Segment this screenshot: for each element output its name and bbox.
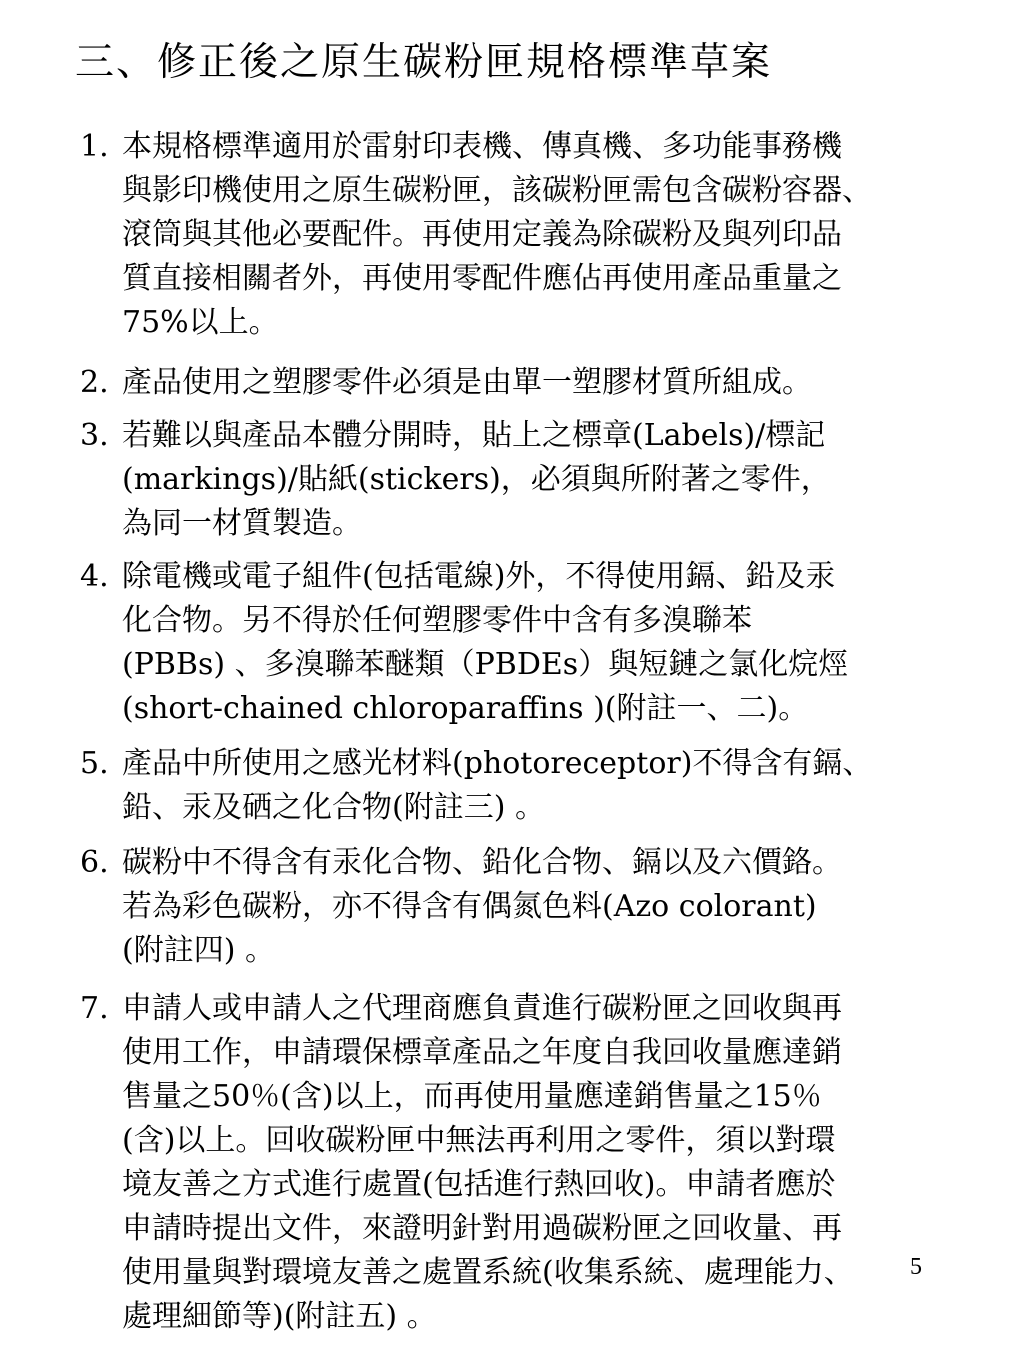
list-item-4: [80, 555, 995, 731]
text-line: (附註四) 。: [122, 933, 275, 968]
item-text: [122, 555, 995, 731]
text-line: 售量之50％(含)以上，而再使用量應達銷售量之15％: [122, 1079, 822, 1114]
list-item-5: [80, 742, 995, 830]
page-number: 5: [910, 1254, 922, 1280]
item-text: [122, 414, 995, 546]
text-line: 產品中所使用之感光材料(photoreceptor)不得含有鎘、: [122, 746, 873, 781]
list-item-6: [80, 841, 995, 973]
item-number: 3.: [80, 418, 109, 453]
item-number: 2.: [80, 365, 109, 400]
text-line: 境友善之方式進行處置(包括進行熱回收)。申請者應於: [122, 1167, 836, 1202]
item-number: 6.: [80, 845, 109, 880]
item-text: [122, 841, 995, 973]
list-item-2: [80, 361, 995, 405]
item-number: 1.: [80, 129, 109, 164]
text-line: 申請時提出文件，來證明針對用過碳粉匣之回收量、再: [122, 1211, 842, 1246]
text-line: 若為彩色碳粉，亦不得含有偶氮色料(Azo colorant): [122, 889, 817, 924]
text-line: (PBBs) 、多溴聯苯醚類（PBDEs）與短鏈之氯化烷烴: [122, 647, 849, 682]
list-item-1: [80, 125, 995, 345]
text-line: 使用量與對環境友善之處置系統(收集系統、處理能力、: [122, 1255, 854, 1290]
item-number: 7.: [80, 991, 109, 1026]
text-line: 質直接相關者外，再使用零配件應佔再使用產品重量之: [122, 261, 842, 296]
list-item-3: [80, 414, 995, 546]
text-line: 為同一材質製造。: [122, 506, 362, 541]
list-item-7: [80, 987, 995, 1339]
item-text: [122, 742, 995, 830]
text-line: 碳粉中不得含有汞化合物、鉛化合物、鎘以及六價鉻。: [122, 845, 842, 880]
text-line: 滾筒與其他必要配件。再使用定義為除碳粉及與列印品: [122, 217, 842, 252]
item-number: 4.: [80, 559, 109, 594]
text-line: 本規格標準適用於雷射印表機、傳真機、多功能事務機: [122, 129, 842, 164]
text-line: 處理細節等)(附註五) 。: [122, 1299, 437, 1334]
text-line: (含)以上。回收碳粉匣中無法再利用之零件，須以對環: [122, 1123, 836, 1158]
text-line: (short-chained chloroparaffins )(附註一、二)。: [122, 691, 809, 726]
criteria-list: [80, 125, 995, 1339]
text-line: 使用工作，申請環保標章產品之年度自我回收量應達銷: [122, 1035, 842, 1070]
item-text: [122, 361, 995, 405]
page-title: 三、修正後之原生碳粉匣規格標準草案: [75, 40, 773, 85]
text-line: 與影印機使用之原生碳粉匣，該碳粉匣需包含碳粉容器、: [122, 173, 872, 208]
text-line: 鉛、汞及硒之化合物(附註三) 。: [122, 790, 545, 825]
text-line: 75%以上。: [122, 305, 279, 340]
item-text: [122, 987, 995, 1339]
text-line: (markings)/貼紙(stickers)，必須與所附著之零件，: [122, 462, 831, 497]
item-text: [122, 125, 995, 345]
text-line: 化合物。另不得於任何塑膠零件中含有多溴聯苯: [122, 603, 752, 638]
text-line: 除電機或電子組件(包括電線)外，不得使用鎘、鉛及汞: [122, 559, 836, 594]
text-line: 申請人或申請人之代理商應負責進行碳粉匣之回收與再: [122, 991, 842, 1026]
text-line: 產品使用之塑膠零件必須是由單一塑膠材質所組成。: [122, 365, 812, 400]
item-number: 5.: [80, 746, 109, 781]
text-line: 若難以與產品本體分開時，貼上之標章(Labels)/標記: [122, 418, 826, 453]
